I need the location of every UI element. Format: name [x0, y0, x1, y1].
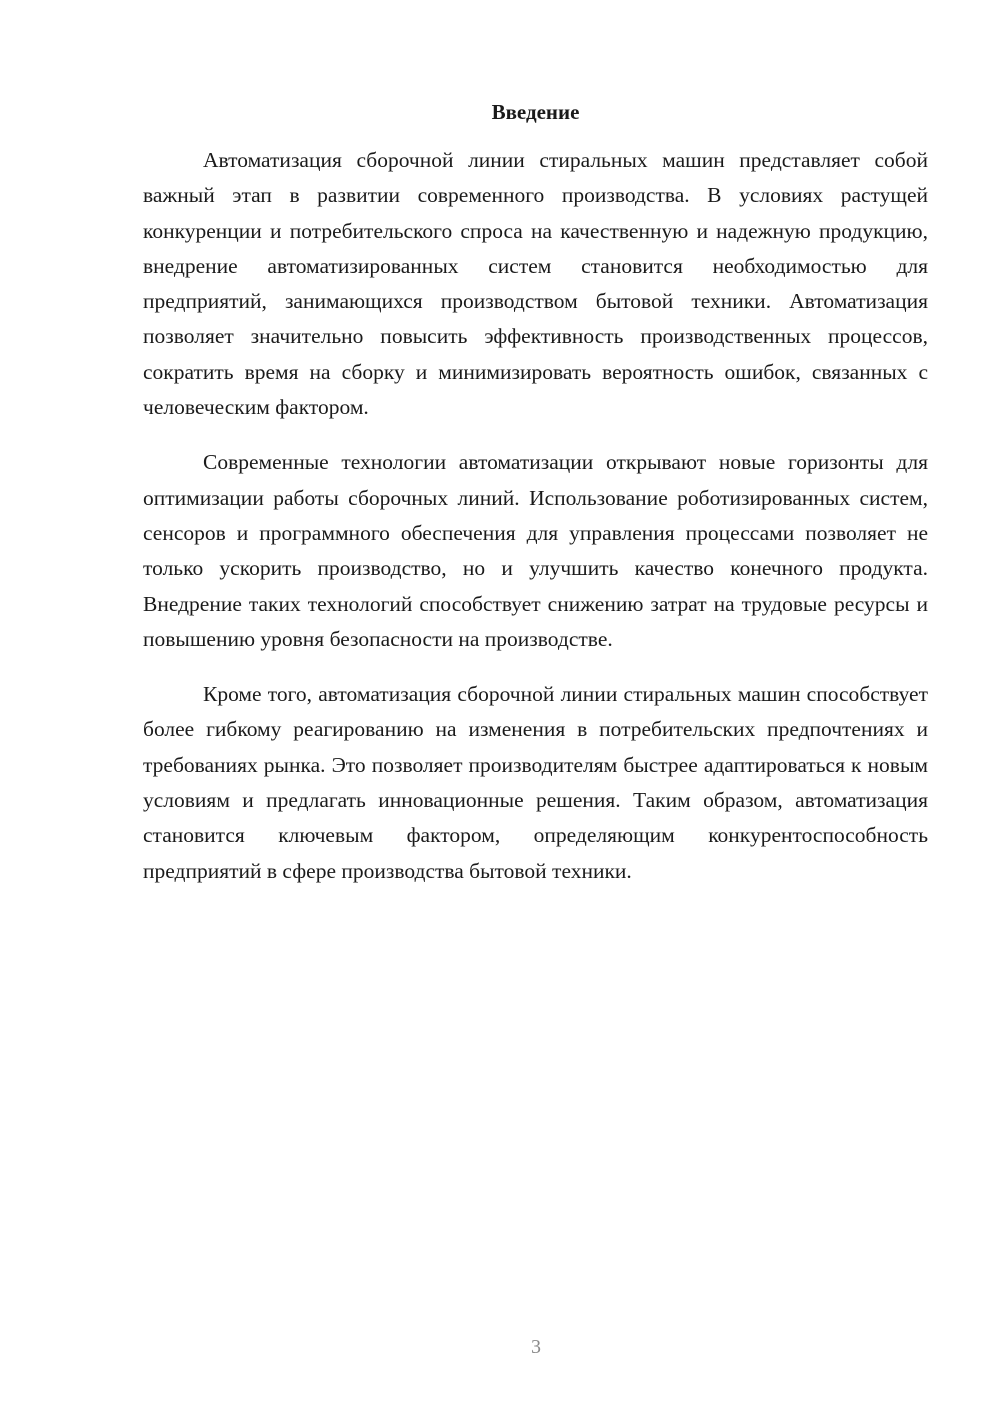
section-heading: Введение [491, 100, 580, 124]
document-body [143, 143, 928, 889]
paragraph-1: Автоматизация сборочной линии стиральных машин представляет собой важный этап в развитии современного производства. В условиях растущей конкуренции и потребительского спроса на качественную и надежную продукцию, внедрение автоматизированных систем становится необходимостью для предприятий, занимающихся производством бытовой техники. Автоматизация позволяет значительно повысить эффективность производственных процессов, сократить время на сборку и минимизировать вероятность ошибок, связанных с человеческим фактором. [143, 148, 928, 420]
paragraph-3: Кроме того, автоматизация сборочной линии стиральных машин способствует более гибкому реагированию на изменения в потребительских предпочтениях и требованиях рынка. Это позволяет производителям быстрее адаптироваться к новым условиям и предлагать инновационные решения. Таким образом, автоматизация становится ключевым фактором, определяющим конкурентоспособность предприятий в сфере производства бытовой техники. [143, 682, 928, 883]
page-number: 3 [531, 1336, 541, 1358]
paragraph-2: Современные технологии автоматизации открывают новые горизонты для оптимизации работы сборочных линий. Использование роботизированных систем, сенсоров и программного обеспечения для управления процессами позволяет не только ускорить производство, но и улучшить качество конечного продукта. Внедрение таких технологий способствует снижению затрат на трудовые ресурсы и повышению уровня безопасности на производстве. [143, 450, 928, 651]
